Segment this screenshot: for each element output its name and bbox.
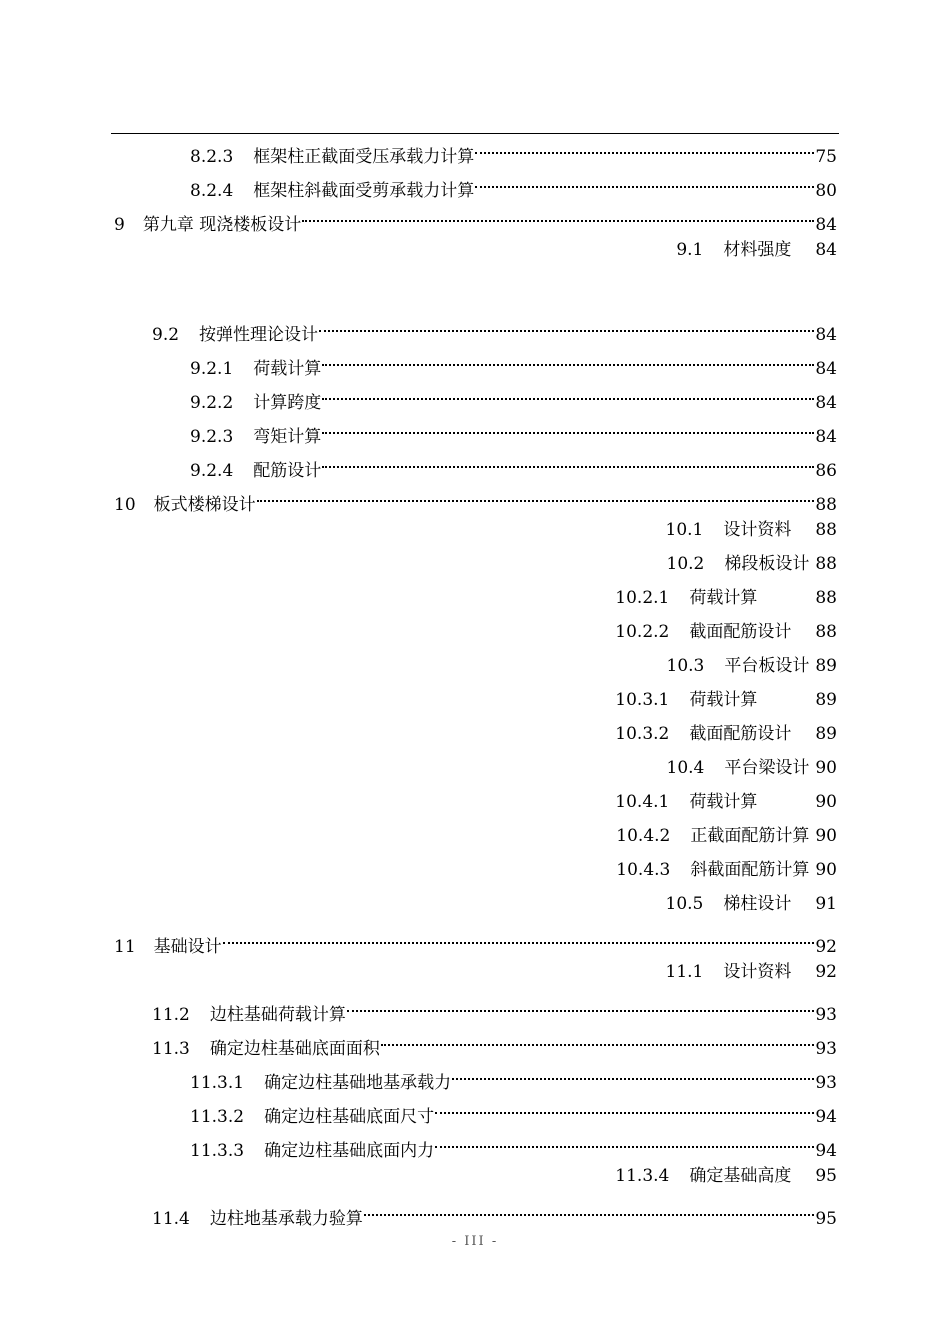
toc-leader-dots [257,482,815,510]
toc-entry-page: 75 [815,147,837,167]
toc-entry-number: 9 [114,215,125,235]
toc-entry-page: 92 [815,962,837,982]
toc-entry-page: 89 [815,690,837,710]
toc-entry-title: 确定边柱基础底面尺寸 [264,1107,435,1127]
toc-entry-number: 11.3.1 [190,1073,245,1093]
toc-entry-page: 88 [815,495,837,515]
toc-entry[interactable] [615,1162,837,1190]
toc-entry[interactable] [190,168,837,201]
toc-entry-title: 配筋设计 [253,461,322,481]
toc-entry-title: 截面配筋设计 [689,724,792,744]
toc-entry[interactable] [114,202,837,235]
toc-entry-page: 90 [815,826,837,846]
toc-entry-number: 9.1 [676,240,704,260]
toc-entry-number: 11.3.4 [615,1166,670,1186]
toc-entry[interactable] [190,134,837,167]
toc-leader-dots [322,414,814,442]
toc-entry-number: 10.4.2 [616,826,671,846]
toc-leader-dots [364,1196,815,1224]
toc-entry[interactable] [615,618,837,646]
toc-entry-number: 9.2.1 [190,359,234,379]
toc-entry-number: 11.3.3 [190,1141,245,1161]
toc-entry-number: 10.4 [666,758,705,778]
toc-entry-title: 平台梁设计 [724,758,810,778]
toc-entry[interactable] [615,584,837,612]
toc-entry[interactable] [667,754,838,782]
toc-entry[interactable] [190,1060,837,1093]
toc-entry-number: 10.5 [665,894,704,914]
toc-entry-page: 93 [815,1005,837,1025]
toc-entry-page: 92 [815,937,837,957]
toc-entry[interactable] [114,482,837,515]
page-number-footer: - III - [451,1234,499,1249]
toc-entry-title: 正截面配筋计算 [690,826,810,846]
toc-entry-page: 88 [815,622,837,642]
toc-entry[interactable] [615,720,837,748]
toc-entry-number: 10.2.1 [615,588,670,608]
toc-entry[interactable] [190,1128,837,1161]
toc-entry-page: 84 [815,240,837,260]
toc-entry-title: 板式楼梯设计 [153,495,256,515]
toc-entry-number: 10.4.1 [615,792,670,812]
toc-entry-title: 基础设计 [153,937,222,957]
toc-entry-title: 确定边柱基础底面面积 [209,1039,380,1059]
toc-entry-title: 平台板设计 [724,656,810,676]
toc-entry[interactable] [667,550,838,578]
toc-entry-number: 8.2.4 [190,181,234,201]
toc-leader-dots [347,992,815,1020]
toc-entry-title: 计算跨度 [253,393,322,413]
toc-entry[interactable] [616,856,837,884]
toc-entry[interactable] [666,958,838,986]
toc-entry-page: 80 [815,181,837,201]
toc-entry-title: 边柱基础荷载计算 [209,1005,346,1025]
toc-entry-title: 第九章 现浇楼板设计 [142,215,302,235]
toc-entry-page: 88 [815,588,837,608]
toc-entry-number: 10.3.2 [615,724,670,744]
toc-entry[interactable] [615,788,837,816]
toc-entry[interactable] [666,516,838,544]
toc-entry-page: 88 [815,520,837,540]
toc-entry-title: 边柱地基承载力验算 [209,1209,363,1229]
toc-entry-title: 确定边柱基础底面内力 [264,1141,435,1161]
toc-leader-dots [475,168,814,196]
toc-entry[interactable] [190,346,837,379]
toc-entry-page: 93 [815,1073,837,1093]
toc-entry-title: 梯柱设计 [723,894,792,914]
toc-leader-dots [322,380,814,408]
toc-entry[interactable] [190,380,837,413]
toc-entry-number: 11.3.2 [190,1107,245,1127]
toc-entry-number: 11.1 [665,962,704,982]
toc-entry-page: 91 [815,894,837,914]
toc-entry-page: 89 [815,724,837,744]
toc-entry-number: 11.2 [152,1005,190,1025]
toc-entry-title: 框架柱正截面受压承载力计算 [253,147,475,167]
toc-entry-page: 84 [815,215,837,235]
toc-entry-title: 荷载计算 [689,588,758,608]
toc-leader-dots [319,312,814,340]
toc-entry[interactable] [190,414,837,447]
toc-entry-page: 84 [815,359,837,379]
toc-entry-title: 斜截面配筋计算 [690,860,810,880]
toc-entry-page: 90 [815,792,837,812]
toc-leader-dots [452,1060,814,1088]
toc-entry-number: 10.2.2 [615,622,670,642]
toc-entry-number: 9.2.4 [190,461,234,481]
toc-entry[interactable] [152,992,837,1025]
toc-entry-page: 94 [815,1107,837,1127]
toc-entry-page: 89 [815,656,837,676]
toc-entry-number: 10.4.3 [616,860,671,880]
toc-entry[interactable] [667,652,838,680]
toc-entry-title: 梯段板设计 [724,554,810,574]
toc-entry-title: 设计资料 [723,520,792,540]
toc-entry-title: 荷载计算 [253,359,322,379]
toc-entry[interactable] [190,448,837,481]
toc-entry-title: 截面配筋设计 [689,622,792,642]
toc-entry-page: 88 [815,554,837,574]
toc-entry-page: 95 [815,1209,837,1229]
toc-entry-title: 荷载计算 [689,690,758,710]
toc-entry-number: 10 [114,495,136,515]
toc-entry[interactable] [152,1196,837,1229]
toc-entry[interactable] [666,890,838,918]
toc-entry-page: 93 [815,1039,837,1059]
toc-entry-page: 94 [815,1141,837,1161]
toc-entry-number: 10.3.1 [615,690,670,710]
toc-entry-number: 9.2.2 [190,393,234,413]
toc-entry[interactable] [190,1094,837,1127]
toc-entry-number: 10.2 [666,554,705,574]
toc-entry-title: 框架柱斜截面受剪承载力计算 [253,181,475,201]
toc-entry-title: 弯矩计算 [253,427,322,447]
toc-entry[interactable] [616,822,837,850]
toc-entry-title: 设计资料 [723,962,792,982]
toc-entry-title: 确定基础高度 [689,1166,792,1186]
toc-entry[interactable] [152,1026,837,1059]
toc-entry-number: 9.2.3 [190,427,234,447]
toc-entry[interactable] [114,924,837,957]
toc-entry-page: 90 [815,758,837,778]
toc-entry[interactable] [615,686,837,714]
toc-entry-page: 86 [815,461,837,481]
toc-leader-dots [322,448,814,476]
toc-entry-number: 10.1 [665,520,704,540]
toc-entry-number: 11.4 [152,1209,190,1229]
toc-entry-number: 8.2.3 [190,147,234,167]
toc-leader-dots [223,924,815,952]
toc-entry-page: 84 [815,325,837,345]
toc-entry-page: 95 [815,1166,837,1186]
toc-leader-dots [435,1128,814,1156]
toc-leader-dots [322,346,814,374]
toc-entry-title: 确定边柱基础地基承载力 [264,1073,452,1093]
toc-leader-dots [475,134,814,162]
toc-leader-dots [302,202,814,230]
toc-entry-number: 11 [114,937,136,957]
toc-entry-title: 荷载计算 [689,792,758,812]
toc-entry-number: 10.3 [666,656,705,676]
toc-entry[interactable] [676,236,837,264]
toc-entry-page: 84 [815,427,837,447]
toc-leader-dots [381,1026,815,1054]
toc-entry-number: 9.2 [152,325,180,345]
toc-entry[interactable] [152,312,837,345]
toc-entry-number: 11.3 [152,1039,190,1059]
toc-entry-page: 90 [815,860,837,880]
toc-leader-dots [435,1094,814,1122]
toc-entry-title: 按弹性理论设计 [199,325,319,345]
toc-entry-title: 材料强度 [723,240,792,260]
toc-entry-page: 84 [815,393,837,413]
